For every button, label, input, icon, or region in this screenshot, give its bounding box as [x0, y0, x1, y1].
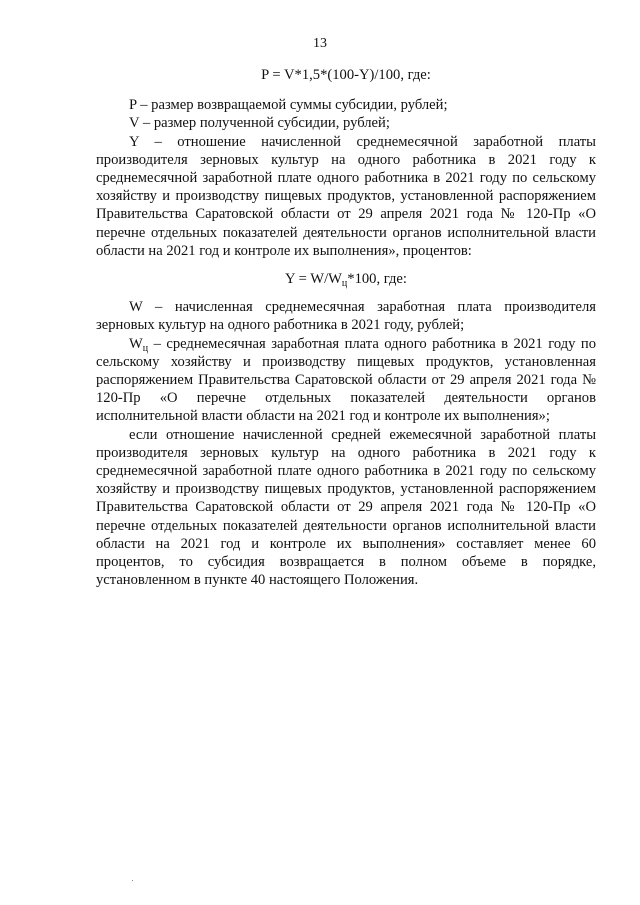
formula-ratio-right: *100, где: [347, 271, 407, 288]
condition-paragraph: если отношение начисленной средней ежемесячной заработной платы производителя зерновых культур на одного работника в 2021 году к среднемесячной заработной плате одного работника в 2021 году по сельскому хозяйству и производству пищевых продуктов, установленной распоряжением Правительства Саратовской области от 29 апреля 2021 года № 120-Пр «О перечне отдельных показателей деятельности органов исполнительной власти области на 2021 год и контроле их выполнения» составляет менее 60 процентов, то субсидия возвращается в полном объеме в порядке, установленном в пункте 40 настоящего Положения. [96, 426, 596, 589]
formula-refund: P = V*1,5*(100-Y)/100, где: [261, 67, 431, 83]
page-number: 13 [313, 36, 327, 51]
definition-wc-subscript: ц [142, 342, 149, 354]
formula-ratio [96, 270, 596, 288]
definition-wc-text: – среднемесячная заработная плата одного работника в 2021 году по сельскому хозяйству и производству пищевых продуктов, установленная распоряжением Правительства Саратовской области от 29 апреля 2021 года № 120-Пр «О перечне отдельных показателей деятельности органов исполнительной власти области на 2021 год и контроле их выполнения»; [96, 335, 596, 425]
definition-wc [96, 335, 596, 426]
formula-ratio-subscript: ц [341, 278, 348, 290]
definition-v: V – размер полученной субсидии, рублей; [129, 115, 390, 132]
definition-p: P – размер возвращаемой суммы субсидии, рублей; [129, 97, 448, 114]
definition-w: W – начисленная среднемесячная заработная плата производителя зерновых культур на одного работника в 2021 году, рублей; [96, 299, 596, 334]
definition-wc-prefix: W [129, 335, 143, 352]
scan-speck [132, 880, 133, 881]
formula-ratio-left: Y = W/W [285, 271, 342, 288]
definition-y: Y – отношение начисленной среднемесячной заработной платы производителя зерновых культур на одного работника в 2021 году к среднемесячной заработной плате одного работника в 2021 году по сельскому хозяйству и производству пищевых продуктов, установленной распоряжением Правительства Саратовской области от 29 апреля 2021 года № 120-Пр «О перечне отдельных показателей деятельности органов исполнительной власти области на 2021 год и контроле их выполнения», процентов: [96, 133, 596, 259]
document-body [96, 66, 596, 589]
